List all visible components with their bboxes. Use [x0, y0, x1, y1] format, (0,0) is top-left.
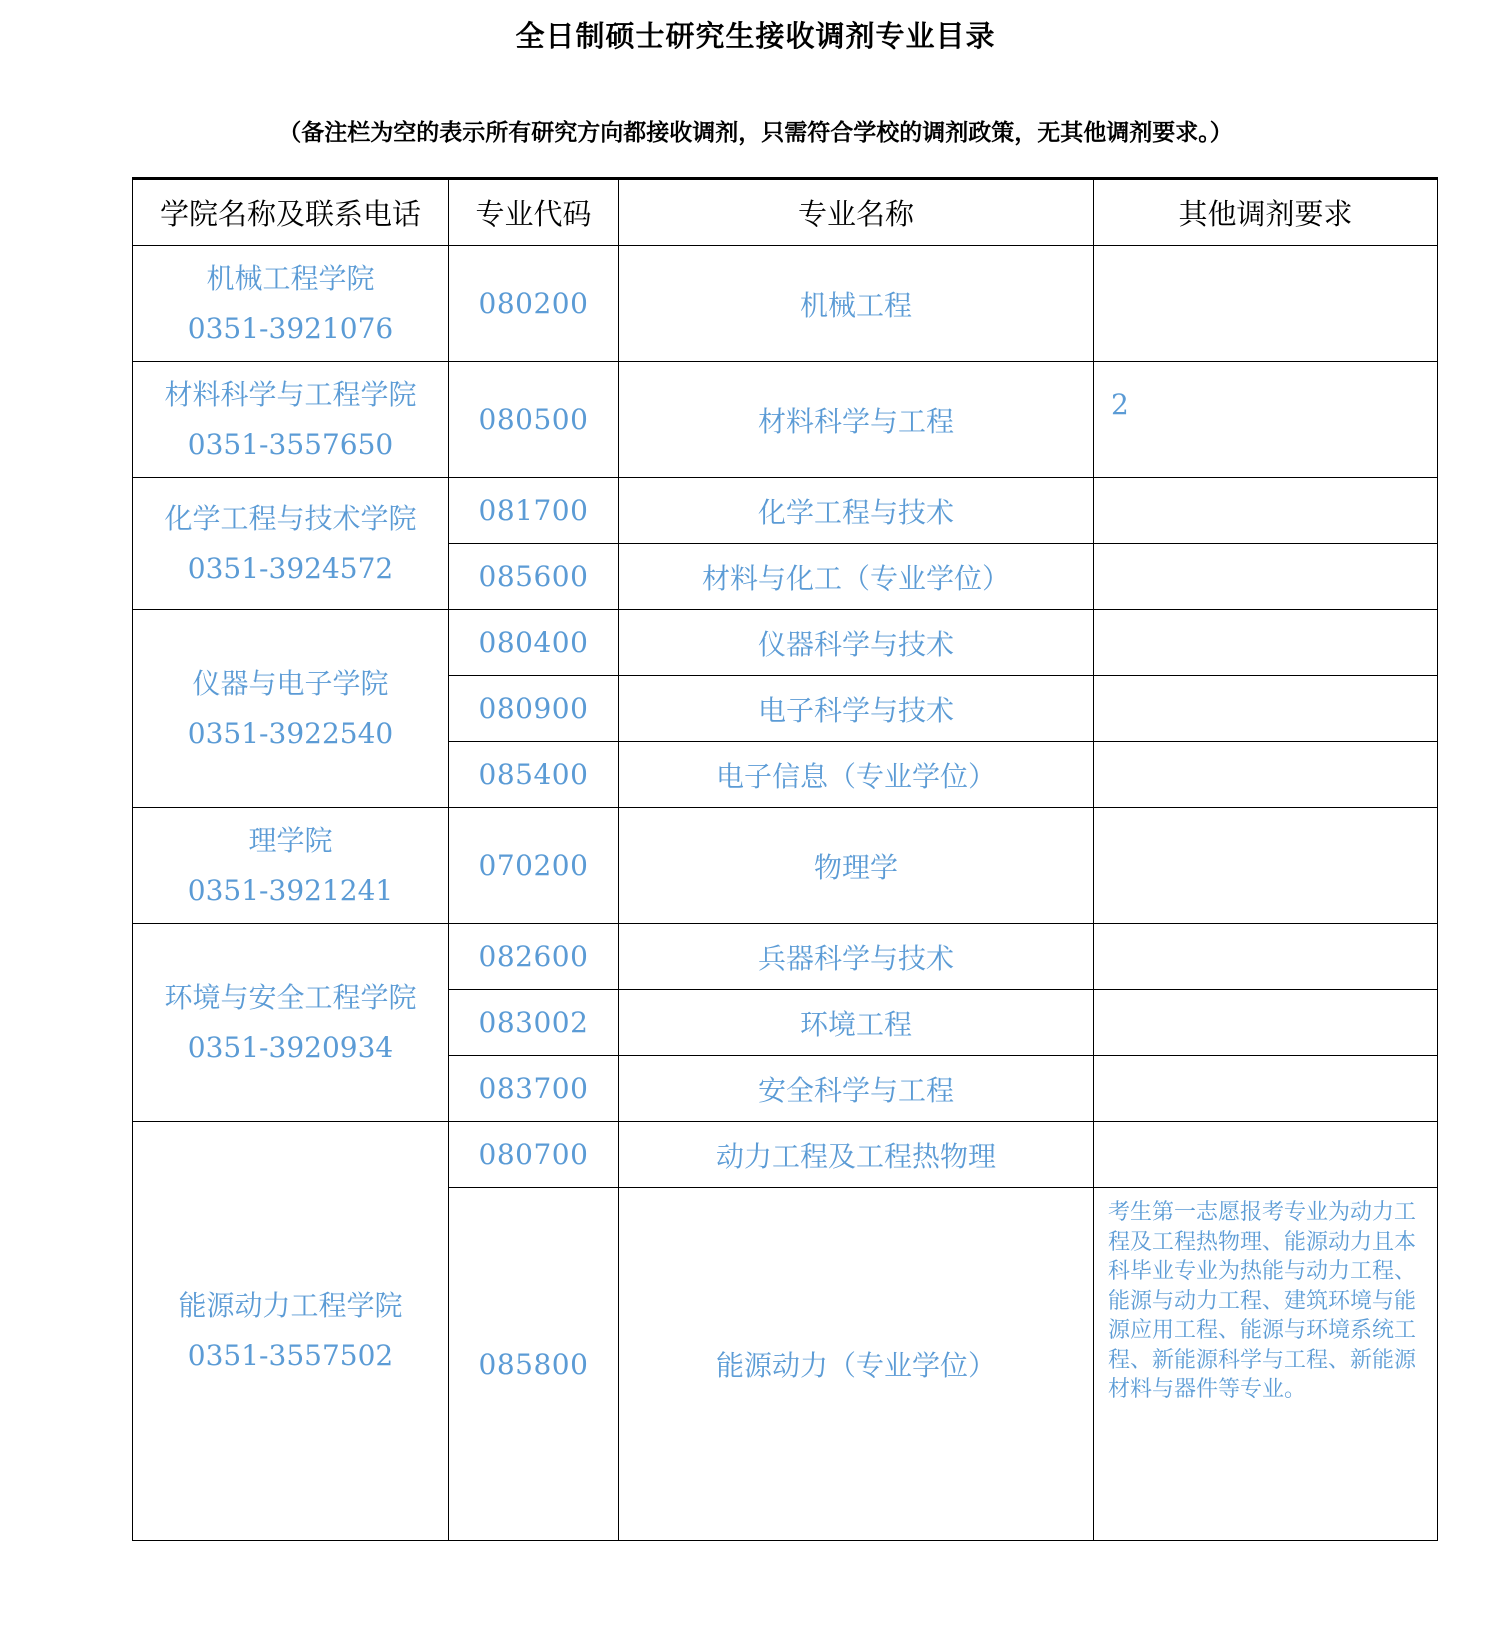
major-name: 仪器科学与技术 [619, 610, 1094, 676]
college-name: 能源动力工程学院 [178, 1289, 403, 1322]
major-remark [1094, 924, 1438, 990]
major-remark [1094, 990, 1438, 1056]
major-name: 机械工程 [619, 246, 1094, 362]
college-name: 环境与安全工程学院 [164, 980, 417, 1014]
college-cell [133, 1122, 449, 1541]
major-code: 085600 [449, 544, 619, 610]
major-remark [1094, 610, 1438, 676]
header-code: 专业代码 [449, 179, 619, 246]
major-remark [1094, 676, 1438, 742]
major-remark [1094, 742, 1438, 808]
college-name: 化学工程与技术学院 [164, 501, 417, 535]
table-row [133, 478, 1438, 544]
header-row [133, 179, 1438, 246]
table-row [133, 246, 1438, 362]
college-cell [133, 362, 449, 478]
major-name: 兵器科学与技术 [619, 924, 1094, 990]
college-cell [133, 610, 449, 808]
major-remark [1094, 246, 1438, 362]
table-row [133, 610, 1438, 676]
major-remark: 2 [1094, 362, 1438, 478]
major-code: 080400 [449, 610, 619, 676]
major-table [132, 177, 1438, 1541]
major-code: 083002 [449, 990, 619, 1056]
college-cell [133, 808, 449, 924]
header-college: 学院名称及联系电话 [133, 179, 449, 246]
major-name: 动力工程及工程热物理 [619, 1122, 1094, 1188]
college-phone: 0351-3921076 [187, 311, 394, 345]
major-name: 物理学 [619, 808, 1094, 924]
major-name: 电子科学与技术 [619, 676, 1094, 742]
major-remark [1094, 478, 1438, 544]
major-name: 材料科学与工程 [619, 362, 1094, 478]
college-name: 理学院 [248, 823, 333, 857]
college-name: 机械工程学院 [206, 261, 375, 295]
major-code: 081700 [449, 478, 619, 544]
college-name: 材料科学与工程学院 [164, 377, 417, 411]
major-name: 材料与化工（专业学位） [619, 544, 1094, 610]
major-name: 安全科学与工程 [619, 1056, 1094, 1122]
college-name: 仪器与电子学院 [192, 666, 389, 700]
major-code: 070200 [449, 808, 619, 924]
table-row [133, 362, 1438, 478]
major-name: 电子信息（专业学位） [619, 742, 1094, 808]
page-title: 全日制硕士研究生接收调剂专业目录 [515, 19, 996, 53]
note-text: （备注栏为空的表示所有研究方向都接收调剂，只需符合学校的调剂政策，无其他调剂要求。） [278, 120, 1233, 146]
major-code: 085400 [449, 742, 619, 808]
college-cell [133, 246, 449, 362]
major-code: 080200 [449, 246, 619, 362]
major-code: 080900 [449, 676, 619, 742]
table-row [133, 1122, 1438, 1188]
college-phone: 0351-3557502 [187, 1339, 394, 1372]
major-name: 化学工程与技术 [619, 478, 1094, 544]
major-remark [1094, 1056, 1438, 1122]
table-row [133, 924, 1438, 990]
table-row [133, 808, 1438, 924]
college-phone: 0351-3920934 [187, 1030, 394, 1064]
college-cell [133, 924, 449, 1122]
major-code: 085800 [449, 1188, 619, 1541]
major-remark [1094, 1122, 1438, 1188]
major-code: 082600 [449, 924, 619, 990]
major-name: 能源动力（专业学位） [619, 1188, 1094, 1541]
major-code: 080500 [449, 362, 619, 478]
header-remark: 其他调剂要求 [1094, 179, 1438, 246]
college-phone: 0351-3557650 [187, 427, 394, 461]
college-phone: 0351-3922540 [187, 716, 394, 750]
major-remark [1094, 808, 1438, 924]
major-remark [1094, 544, 1438, 610]
college-cell [133, 478, 449, 610]
major-code: 083700 [449, 1056, 619, 1122]
major-remark: 考生第一志愿报考专业为动力工程及工程热物理、能源动力且本科毕业专业为热能与动力工程、能源与动力工程、建筑环境与能源应用工程、能源与环境系统工程、新能源科学与工程、新能源材料与器件等专业。 [1094, 1188, 1438, 1541]
college-phone: 0351-3921241 [187, 873, 394, 907]
major-code: 080700 [449, 1122, 619, 1188]
major-name: 环境工程 [619, 990, 1094, 1056]
header-major: 专业名称 [619, 179, 1094, 246]
college-phone: 0351-3924572 [187, 551, 394, 585]
